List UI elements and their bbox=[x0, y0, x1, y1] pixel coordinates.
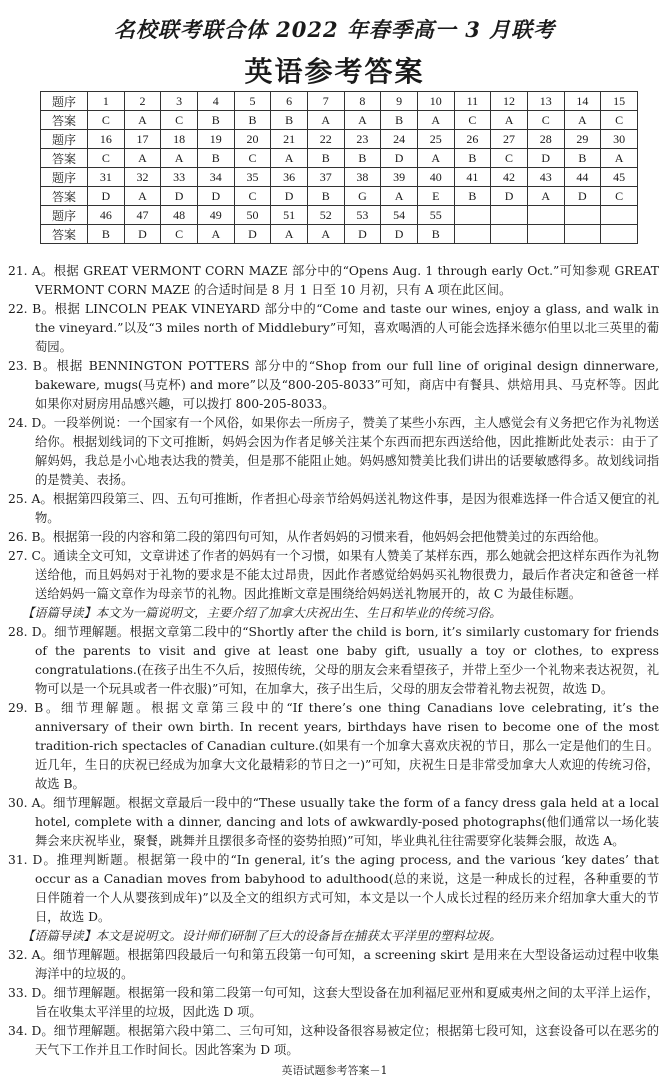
answer-cell: A bbox=[307, 111, 344, 130]
answer-cell: A bbox=[307, 225, 344, 244]
explanation-item: 27. C。通读全文可知，文章讲述了作者的妈妈有一个习惯，如果有人赞美了某样东西，那么她就会把这样东西作为礼物送给他，而且妈妈对于礼物的要求是不能太过昂贵，因此作者感觉给妈妈买礼物很费力，最后作者决定和爸爸一样送给妈妈一篇文章作为母亲节的礼物。因此推断文章是围绕给妈妈送礼物展开的，故 C 为最佳标题。 bbox=[8, 549, 659, 601]
explanation-item: 34. D。细节理解题。根据第六段中第二、三句可知，这种设备很容易被定位；根据第七段可知，这套设备可以在恶劣的天气下工作并且工作时间长。因此答案为 D 项。 bbox=[8, 1024, 659, 1057]
answer-cell: A bbox=[271, 225, 308, 244]
answer-cell: D bbox=[234, 225, 271, 244]
answer-cell: 11 bbox=[454, 92, 491, 111]
answer-cell: 5 bbox=[234, 92, 271, 111]
answer-cell: 45 bbox=[601, 168, 638, 187]
row-header: 题序 bbox=[41, 130, 88, 149]
answer-cell bbox=[527, 206, 564, 225]
answer-cell: 15 bbox=[601, 92, 638, 111]
answer-cell: 17 bbox=[124, 130, 161, 149]
passage-intro: 【语篇导读】本文是说明文。设计师们研制了巨大的设备旨在捕获太平洋里的塑料垃圾。 bbox=[22, 929, 502, 943]
answer-cell: 55 bbox=[417, 206, 454, 225]
explanation-item: 26. B。根据第一段的内容和第二段的第四句可知，从作者妈妈的习惯来看，他妈妈会把他赞美过的东西给他。 bbox=[8, 530, 607, 544]
explanation-item: 31. D。推理判断题。根据第一段中的“In general, it’s the aging process, and the various ‘key dates’ that occur as a Canadian moves from babyhood to adulthood(总的来说，这是一种成长的过程，各种重要的节日伴随着一个人从婴孩到成年)”以及全文的组织方式可知，本文是以一个人成长过程的经历来介绍加拿大重大的节日，故选 D。 bbox=[8, 853, 659, 924]
answer-table-row bbox=[41, 206, 638, 225]
answer-cell: D bbox=[564, 187, 601, 206]
answer-cell bbox=[491, 225, 528, 244]
answer-cell: 21 bbox=[271, 130, 308, 149]
answer-cell: D bbox=[88, 187, 125, 206]
answer-table-row bbox=[41, 168, 638, 187]
answer-cell: 28 bbox=[527, 130, 564, 149]
answer-cell: B bbox=[454, 149, 491, 168]
answer-cell: C bbox=[527, 111, 564, 130]
answer-cell bbox=[601, 225, 638, 244]
answer-cell: B bbox=[564, 149, 601, 168]
answer-cell: B bbox=[417, 225, 454, 244]
answer-cell: C bbox=[234, 187, 271, 206]
answer-cell: C bbox=[601, 111, 638, 130]
answer-cell: 51 bbox=[271, 206, 308, 225]
answer-cell bbox=[491, 206, 528, 225]
answer-cell: 30 bbox=[601, 130, 638, 149]
answer-cell: 43 bbox=[527, 168, 564, 187]
answer-cell: B bbox=[197, 111, 234, 130]
answer-cell: 7 bbox=[307, 92, 344, 111]
answer-table-row bbox=[41, 225, 638, 244]
explanation-item: 25. A。根据第四段第三、四、五句可推断，作者担心母亲节给妈妈送礼物这件事，是因为很难选择一件合适又便宜的礼物。 bbox=[8, 492, 659, 525]
answer-cell: A bbox=[381, 187, 418, 206]
explanation-item: 32. A。细节理解题。根据第四段最后一句和第五段第一句可知，a screening skirt 是用来在大型设备运动过程中收集海洋中的垃圾的。 bbox=[8, 948, 659, 981]
answer-cell: 49 bbox=[197, 206, 234, 225]
answer-cell: A bbox=[417, 111, 454, 130]
answer-cell: A bbox=[527, 187, 564, 206]
answer-cell: D bbox=[124, 225, 161, 244]
answer-cell: 41 bbox=[454, 168, 491, 187]
answer-cell: 20 bbox=[234, 130, 271, 149]
answer-cell: 22 bbox=[307, 130, 344, 149]
answer-cell: 38 bbox=[344, 168, 381, 187]
answer-cell: D bbox=[381, 149, 418, 168]
answer-cell bbox=[527, 225, 564, 244]
row-header: 题序 bbox=[41, 92, 88, 111]
answer-cell: 16 bbox=[88, 130, 125, 149]
answer-cell: A bbox=[564, 111, 601, 130]
answer-table bbox=[40, 91, 638, 244]
answer-cell: 24 bbox=[381, 130, 418, 149]
row-header: 题序 bbox=[41, 168, 88, 187]
answer-cell: B bbox=[344, 149, 381, 168]
answer-table-row bbox=[41, 187, 638, 206]
answer-cell: 8 bbox=[344, 92, 381, 111]
answer-cell: D bbox=[271, 187, 308, 206]
answer-cell: 39 bbox=[381, 168, 418, 187]
answer-cell: C bbox=[454, 111, 491, 130]
page-footer: 英语试题参考答案－1 bbox=[281, 1064, 388, 1077]
answer-cell: 37 bbox=[307, 168, 344, 187]
answer-cell: A bbox=[491, 111, 528, 130]
answer-cell: 35 bbox=[234, 168, 271, 187]
answer-cell: C bbox=[161, 111, 198, 130]
answer-cell: D bbox=[161, 187, 198, 206]
answer-cell: B bbox=[271, 111, 308, 130]
answer-cell: A bbox=[197, 225, 234, 244]
answer-cell: A bbox=[417, 149, 454, 168]
answer-cell: G bbox=[344, 187, 381, 206]
answer-cell: 29 bbox=[564, 130, 601, 149]
answer-cell bbox=[564, 225, 601, 244]
answer-cell: D bbox=[381, 225, 418, 244]
row-header: 答案 bbox=[41, 111, 88, 130]
answer-cell: A bbox=[271, 149, 308, 168]
row-header: 答案 bbox=[41, 149, 88, 168]
explanation-item: 24. D。一段举例说：一个国家有一个风俗，如果你去一所房子，赞美了某些小东西，主人感觉会有义务把它作为礼物送给你。根据划线词的下文可推断，妈妈会因为作者足够关注某个东西而把东西送给他，因此推断此处表示：由于了解妈妈，我总是小心地表达我的赞美，但是那不能阻止她。妈妈感知赞美比我们讲出的话要敏感得多。故划线词指的是赞美、表扬。 bbox=[8, 416, 659, 487]
page-subtitle: 英语参考答案 bbox=[244, 55, 425, 88]
answer-cell: E bbox=[417, 187, 454, 206]
row-header: 答案 bbox=[41, 225, 88, 244]
answer-cell: A bbox=[601, 149, 638, 168]
answer-cell: C bbox=[491, 149, 528, 168]
answer-cell: A bbox=[124, 149, 161, 168]
answer-cell: 4 bbox=[197, 92, 234, 111]
answer-cell: A bbox=[124, 187, 161, 206]
answer-cell: C bbox=[161, 225, 198, 244]
answer-table-row bbox=[41, 130, 638, 149]
answer-cell: 26 bbox=[454, 130, 491, 149]
answer-cell: C bbox=[88, 111, 125, 130]
answer-cell: A bbox=[161, 149, 198, 168]
answer-cell: 2 bbox=[124, 92, 161, 111]
answer-cell: 19 bbox=[197, 130, 234, 149]
answer-cell bbox=[454, 206, 491, 225]
answer-cell: 1 bbox=[88, 92, 125, 111]
answer-cell: 3 bbox=[161, 92, 198, 111]
answer-cell: 42 bbox=[491, 168, 528, 187]
answer-cell: C bbox=[601, 187, 638, 206]
answer-cell: C bbox=[234, 149, 271, 168]
answer-cell: B bbox=[307, 187, 344, 206]
answer-cell: 18 bbox=[161, 130, 198, 149]
answer-cell: 33 bbox=[161, 168, 198, 187]
explanation-item: 21. A。根据 GREAT VERMONT CORN MAZE 部分中的“Opens Aug. 1 through early Oct.”可知参观 GREAT VERMONT CORN MAZE 的合适时间是 8 月 1 日至 10 月初，只有 A 项在此区间。 bbox=[8, 264, 659, 297]
answer-cell: 23 bbox=[344, 130, 381, 149]
answer-table-row bbox=[41, 149, 638, 168]
answer-cell: 31 bbox=[88, 168, 125, 187]
answer-cell bbox=[454, 225, 491, 244]
answer-cell: 9 bbox=[381, 92, 418, 111]
answer-cell: B bbox=[307, 149, 344, 168]
answer-cell: 12 bbox=[491, 92, 528, 111]
answer-cell: 25 bbox=[417, 130, 454, 149]
answer-cell: C bbox=[88, 149, 125, 168]
explanation-item: 29. B。细节理解题。根据文章第三段中的“If there’s one thing Canadians love celebrating, it’s the anniversary of their own birth. In recent years, birthdays have risen to become one of the most tradition-rich spectacles of Canadian culture.(如果有一个加拿大喜欢庆祝的节日，那么一定是他们的生日。近几年，生日的庆祝已经成为加拿大文化最精彩的节日之一)”可知，庆祝生日是非常受加拿大人欢迎的传统习俗，故选 B。 bbox=[8, 701, 659, 791]
answer-cell: B bbox=[88, 225, 125, 244]
answer-cell: D bbox=[197, 187, 234, 206]
answer-cell: A bbox=[124, 111, 161, 130]
answer-cell: B bbox=[454, 187, 491, 206]
answer-cell: 36 bbox=[271, 168, 308, 187]
answer-cell: A bbox=[344, 111, 381, 130]
answer-cell bbox=[601, 206, 638, 225]
row-header: 题序 bbox=[41, 206, 88, 225]
answer-cell: 54 bbox=[381, 206, 418, 225]
explanation-item: 22. B。根据 LINCOLN PEAK VINEYARD 部分中的“Come and taste our wines, enjoy a glass, and walk in the vineyard.”以及“3 miles north of Middlebury”可知，喜欢喝酒的人可能会选择米德尔伯里以北三英里的葡萄园。 bbox=[8, 302, 659, 354]
answer-table-row bbox=[41, 111, 638, 130]
answer-cell: B bbox=[234, 111, 271, 130]
passage-intro: 【语篇导读】本文为一篇说明文，主要介绍了加拿大庆祝出生、生日和毕业的传统习俗。 bbox=[22, 606, 502, 620]
answer-cell: 10 bbox=[417, 92, 454, 111]
answer-cell: B bbox=[381, 111, 418, 130]
answer-cell: 6 bbox=[271, 92, 308, 111]
explanation-item: 33. D。细节理解题。根据第一段和第二段第一句可知，这套大型设备在加利福尼亚州和夏威夷州之间的太平洋上运作，旨在收集太平洋里的垃圾，因此选 D 项。 bbox=[8, 986, 659, 1019]
answer-cell: 34 bbox=[197, 168, 234, 187]
answer-cell: 52 bbox=[307, 206, 344, 225]
row-header: 答案 bbox=[41, 187, 88, 206]
answer-cell: 46 bbox=[88, 206, 125, 225]
answer-cell: 47 bbox=[124, 206, 161, 225]
explanation-item: 30. A。细节理解题。根据文章最后一段中的“These usually take the form of a fancy dress gala held at a local hotel, complete with a dinner, dancing and lots of awkwardly-posed photographs(他们通常以一场化装舞会来庆祝毕业，聚餐，跳舞并且摆很多奇怪的姿势拍照)”可知，毕业典礼往往需要穿化装舞会服，故选 A。 bbox=[8, 796, 659, 848]
explanations bbox=[8, 262, 659, 1060]
answer-cell: B bbox=[197, 149, 234, 168]
answer-cell: 44 bbox=[564, 168, 601, 187]
answer-cell: 32 bbox=[124, 168, 161, 187]
explanation-item: 23. B。根据 BENNINGTON POTTERS 部分中的“Shop from our full line of original design dinnerware, bakeware, mugs(马克杯) and more”以及“800-205-8033”可知，商店中有餐具、烘焙用具、马克杯等。因此如果你对厨房用品感兴趣，可以拨打 800-205-8033。 bbox=[8, 359, 659, 411]
exam-title: 名校联考联合体 2022 年春季高一 3 月联考 bbox=[113, 17, 556, 42]
answer-cell: 27 bbox=[491, 130, 528, 149]
answer-cell: D bbox=[491, 187, 528, 206]
explanation-item: 28. D。细节理解题。根据文章第二段中的“Shortly after the child is born, it’s similarly customary for friends of the parents to visit and give at least one baby gift, usually a toy or clothes, to express congratulations.(在孩子出生不久后，按照传统，父母的朋友会来看望孩子，并带上至少一个礼物来表达祝贺，礼物可以是一个玩具或者一件衣服)”可知，在加拿大，孩子出生后，父母的朋友会带着礼物去祝贺，故选 D。 bbox=[8, 625, 659, 696]
answer-cell bbox=[564, 206, 601, 225]
answer-cell: 14 bbox=[564, 92, 601, 111]
answer-cell: 13 bbox=[527, 92, 564, 111]
answer-cell: 40 bbox=[417, 168, 454, 187]
answer-table-row bbox=[41, 92, 638, 111]
answer-cell: D bbox=[527, 149, 564, 168]
answer-cell: D bbox=[344, 225, 381, 244]
answer-cell: 50 bbox=[234, 206, 271, 225]
answer-cell: 48 bbox=[161, 206, 198, 225]
answer-cell: 53 bbox=[344, 206, 381, 225]
